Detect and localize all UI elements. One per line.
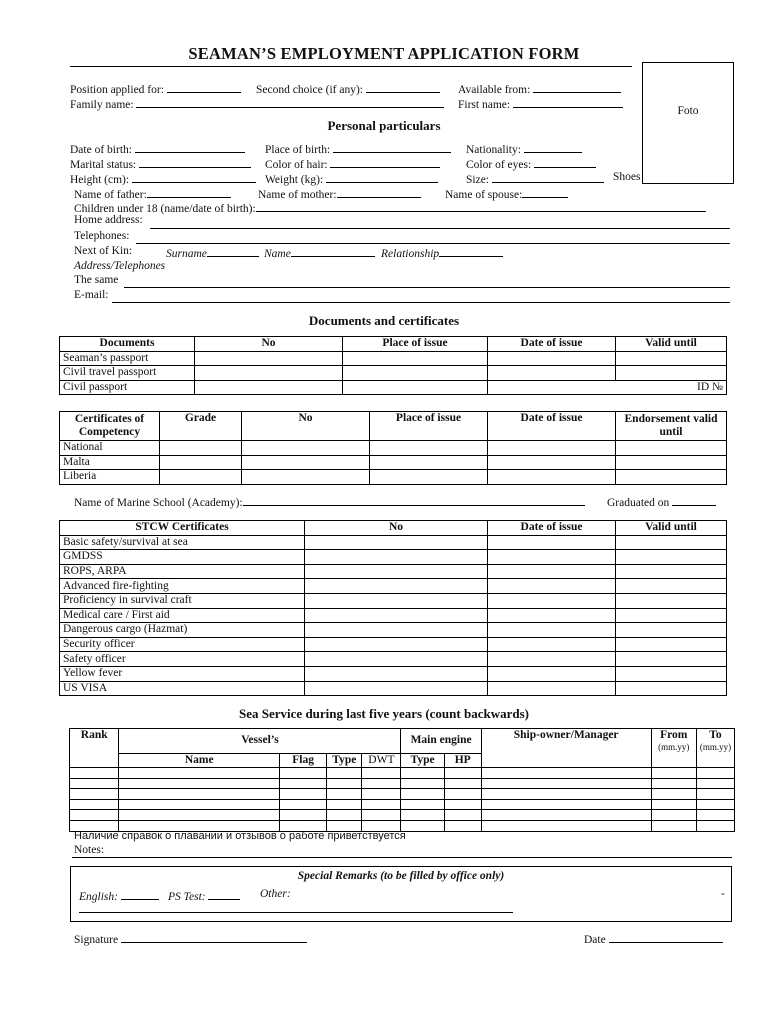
- doc-name: Civil passport: [60, 380, 195, 395]
- stcw-cert-name: GMDSS: [60, 550, 305, 565]
- table-cell[interactable]: [305, 681, 488, 696]
- table-cell[interactable]: [696, 789, 734, 800]
- position-field[interactable]: [70, 81, 241, 96]
- home-address-label: Home address:: [74, 214, 143, 226]
- table-cell[interactable]: [488, 666, 616, 681]
- sea-from-format: (mm.yy): [658, 742, 690, 752]
- table-cell[interactable]: [481, 768, 651, 779]
- marital-field[interactable]: [70, 156, 251, 171]
- table-row: [60, 380, 727, 395]
- kin-name-label: Name: [264, 248, 291, 260]
- next-of-kin-label: Next of Kin:: [74, 245, 133, 257]
- position-label: Position applied for:: [70, 84, 164, 96]
- table-cell[interactable]: [401, 799, 444, 810]
- notes-label: Notes:: [74, 844, 105, 856]
- table-cell[interactable]: [651, 789, 696, 800]
- sea-header-hp: HP: [444, 753, 481, 768]
- table-cell[interactable]: [481, 799, 651, 810]
- pstest-label: PS Test:: [168, 891, 206, 903]
- table-cell[interactable]: [362, 768, 401, 779]
- doc-header: Documents: [60, 337, 195, 352]
- table-row: [60, 608, 727, 623]
- sea-service-table: [69, 728, 735, 832]
- sea-header-dwt: DWT: [362, 753, 401, 768]
- coc-header: Endorsement valid until: [616, 412, 727, 441]
- table-cell[interactable]: [651, 810, 696, 821]
- stcw-cert-name: Medical care / First aid: [60, 608, 305, 623]
- email-field[interactable]: [74, 289, 109, 301]
- table-cell[interactable]: [327, 789, 362, 800]
- table-cell[interactable]: [279, 799, 326, 810]
- table-row: [70, 778, 735, 789]
- stcw-header: No: [305, 521, 488, 536]
- weight-field[interactable]: [265, 171, 438, 186]
- second-choice-field[interactable]: [256, 81, 440, 96]
- sea-header-engine-type: Type: [401, 753, 444, 768]
- dob-label: Date of birth:: [70, 144, 132, 156]
- table-cell[interactable]: [481, 778, 651, 789]
- table-cell[interactable]: [488, 681, 616, 696]
- documents-heading: Documents and certificates: [308, 313, 460, 328]
- table-cell[interactable]: [305, 579, 488, 594]
- stcw-cert-name: ROPS, ARPA: [60, 564, 305, 579]
- table-cell[interactable]: [616, 593, 727, 608]
- table-cell[interactable]: [279, 810, 326, 821]
- shoes-label: Shoes: [613, 171, 641, 183]
- table-cell[interactable]: [327, 799, 362, 810]
- table-cell[interactable]: [119, 810, 280, 821]
- table-cell[interactable]: [401, 789, 444, 800]
- nationality-label: Nationality:: [466, 144, 521, 156]
- sea-header-rank: Rank: [70, 729, 119, 754]
- table-cell[interactable]: [305, 652, 488, 667]
- notes-line: [72, 857, 732, 858]
- table-cell[interactable]: [616, 535, 727, 550]
- table-row: [60, 623, 727, 638]
- table-cell[interactable]: [362, 810, 401, 821]
- doc-name: Civil travel passport: [60, 366, 195, 381]
- table-row: [60, 470, 727, 485]
- table-cell[interactable]: [481, 810, 651, 821]
- table-cell[interactable]: [305, 608, 488, 623]
- sea-header-type: Type: [327, 753, 362, 768]
- hair-field[interactable]: [265, 156, 440, 171]
- table-cell[interactable]: [651, 799, 696, 810]
- table-cell[interactable]: [616, 550, 727, 565]
- dob-field[interactable]: [70, 141, 245, 156]
- date-label: Date: [584, 934, 606, 946]
- coc-header: Place of issue: [370, 412, 488, 441]
- weight-label: Weight (kg):: [265, 174, 324, 186]
- father-field[interactable]: [74, 186, 231, 201]
- hair-label: Color of hair:: [265, 159, 328, 171]
- table-cell[interactable]: [488, 637, 616, 652]
- table-row: [70, 768, 735, 779]
- table-cell[interactable]: [119, 778, 280, 789]
- remarks-dash: -: [721, 888, 725, 900]
- table-cell[interactable]: [305, 637, 488, 652]
- same-field[interactable]: [74, 274, 118, 286]
- table-row: [60, 550, 727, 565]
- sea-header-main-engine: Main engine: [401, 729, 481, 754]
- height-label: Height (cm):: [70, 174, 130, 186]
- table-cell[interactable]: [362, 778, 401, 789]
- table-cell[interactable]: [616, 564, 727, 579]
- stcw-cert-name: Basic safety/survival at sea: [60, 535, 305, 550]
- spouse-field[interactable]: [445, 186, 568, 201]
- table-cell[interactable]: [305, 564, 488, 579]
- telephones-field[interactable]: [74, 230, 129, 242]
- table-cell[interactable]: [305, 593, 488, 608]
- telephones-label: Telephones:: [74, 230, 130, 242]
- table-row: [60, 637, 727, 652]
- family-name-field[interactable]: [70, 96, 444, 111]
- table-row: [60, 593, 727, 608]
- table-row: [60, 681, 727, 696]
- table-cell[interactable]: [305, 535, 488, 550]
- table-row: [60, 366, 727, 381]
- marine-school-field[interactable]: [74, 494, 585, 509]
- kin-relationship-field[interactable]: [381, 245, 503, 260]
- table-cell[interactable]: [327, 778, 362, 789]
- stcw-table: [59, 520, 727, 696]
- table-cell[interactable]: [488, 535, 616, 550]
- graduated-label: Graduated on: [607, 497, 670, 509]
- kin-surname-label: Surname: [166, 248, 207, 260]
- photo-label: Foto: [677, 105, 699, 117]
- coc-name: Liberia: [60, 470, 160, 485]
- stcw-cert-name: Yellow fever: [60, 666, 305, 681]
- date-field[interactable]: [584, 931, 723, 946]
- stcw-cert-name: Dangerous cargo (Hazmat): [60, 623, 305, 638]
- table-cell[interactable]: [616, 681, 727, 696]
- kin-address-label: Address/Telephones: [74, 260, 166, 272]
- sea-to-label: To: [709, 729, 722, 741]
- doc-header: Place of issue: [343, 337, 488, 352]
- table-cell[interactable]: [401, 778, 444, 789]
- pstest-field[interactable]: [168, 888, 240, 903]
- doc-header: Valid until: [616, 337, 727, 352]
- kin-surname-field[interactable]: [166, 245, 259, 260]
- marital-label: Marital status:: [70, 159, 137, 171]
- father-label: Name of father:: [74, 189, 147, 201]
- table-cell[interactable]: [401, 768, 444, 779]
- table-cell[interactable]: [481, 821, 651, 832]
- personal-heading: Personal particulars: [327, 118, 441, 133]
- kin-name-field[interactable]: [264, 245, 375, 260]
- sea-header-from: [651, 729, 696, 754]
- table-cell[interactable]: [616, 579, 727, 594]
- table-cell[interactable]: [119, 768, 280, 779]
- marine-school-label: Name of Marine School (Academy):: [74, 497, 243, 509]
- table-cell[interactable]: [305, 666, 488, 681]
- table-cell[interactable]: [696, 821, 734, 832]
- english-label: English:: [79, 891, 118, 903]
- table-cell[interactable]: [327, 768, 362, 779]
- table-cell[interactable]: [651, 778, 696, 789]
- mother-label: Name of mother:: [258, 189, 337, 201]
- stcw-cert-name: Advanced fire-fighting: [60, 579, 305, 594]
- sea-header-owner: Ship-owner/Manager: [481, 729, 651, 754]
- table-row: [60, 455, 727, 470]
- sea-header-vessels: Vessel’s: [119, 729, 401, 754]
- sea-to-format: (mm.yy): [699, 742, 732, 752]
- signature-label: Signature: [74, 934, 119, 946]
- size-field[interactable]: [466, 171, 604, 186]
- stcw-cert-name: Safety officer: [60, 652, 305, 667]
- table-cell[interactable]: [70, 789, 119, 800]
- second-choice-label: Second choice (if any):: [256, 84, 363, 96]
- table-cell[interactable]: [488, 564, 616, 579]
- table-cell[interactable]: [362, 799, 401, 810]
- table-row: [70, 810, 735, 821]
- email-label: E-mail:: [74, 289, 109, 301]
- stcw-header: Valid until: [616, 521, 727, 536]
- first-name-label: First name:: [458, 99, 511, 111]
- english-field[interactable]: [79, 888, 159, 903]
- table-row: [60, 351, 727, 366]
- children-field[interactable]: [74, 200, 706, 215]
- sea-from-label: From: [660, 729, 688, 741]
- table-cell[interactable]: [362, 789, 401, 800]
- table-cell[interactable]: [488, 550, 616, 565]
- table-cell[interactable]: [696, 778, 734, 789]
- graduated-field[interactable]: [607, 494, 716, 509]
- coc-header: Date of issue: [488, 412, 616, 441]
- stcw-cert-name: US VISA: [60, 681, 305, 696]
- sea-service-heading: Sea Service during last five years (count backwards): [239, 706, 529, 721]
- email-line: [112, 302, 730, 303]
- table-cell[interactable]: [696, 810, 734, 821]
- pob-label: Place of birth:: [265, 144, 331, 156]
- table-cell[interactable]: [401, 821, 444, 832]
- first-name-field[interactable]: [458, 96, 623, 111]
- table-cell[interactable]: [279, 789, 326, 800]
- table-cell[interactable]: [651, 821, 696, 832]
- coc-header: Certificates of Competency: [60, 412, 160, 441]
- table-cell[interactable]: [616, 623, 727, 638]
- table-row: [70, 799, 735, 810]
- table-row: [60, 441, 727, 456]
- same-label: The same: [74, 274, 119, 286]
- remarks-title: Special Remarks (to be filled by office only): [297, 870, 505, 882]
- table-cell[interactable]: [488, 593, 616, 608]
- stcw-cert-name: Security officer: [60, 637, 305, 652]
- table-cell[interactable]: [616, 637, 727, 652]
- table-cell[interactable]: [444, 768, 481, 779]
- table-cell[interactable]: [305, 550, 488, 565]
- table-cell[interactable]: [444, 789, 481, 800]
- doc-name: Seaman’s passport: [60, 351, 195, 366]
- doc-header: No: [195, 337, 343, 352]
- table-cell[interactable]: [444, 810, 481, 821]
- table-row: [60, 535, 727, 550]
- remarks-line: [79, 912, 513, 913]
- other-label: Other:: [260, 888, 291, 900]
- children-label: Children under 18 (name/date of birth):: [74, 203, 256, 215]
- home-address-line: [150, 228, 730, 229]
- table-row: [60, 579, 727, 594]
- table-cell[interactable]: [616, 608, 727, 623]
- documents-table: [59, 336, 727, 395]
- table-cell[interactable]: [651, 768, 696, 779]
- eyes-label: Color of eyes:: [466, 159, 532, 171]
- table-cell[interactable]: [616, 652, 727, 667]
- sea-header-name: Name: [119, 753, 280, 768]
- size-label: Size:: [466, 174, 489, 186]
- russian-note: Наличие справок о плавании и отзывов о работе приветствуется: [74, 830, 406, 842]
- height-field[interactable]: [70, 171, 256, 186]
- stcw-header: Date of issue: [488, 521, 616, 536]
- table-row: [60, 666, 727, 681]
- stcw-header: STCW Certificates: [60, 521, 305, 536]
- table-cell[interactable]: [481, 789, 651, 800]
- pob-field[interactable]: [265, 141, 451, 156]
- home-address-field[interactable]: [74, 214, 143, 226]
- table-row: [60, 564, 727, 579]
- table-row: [60, 652, 727, 667]
- table-cell[interactable]: [327, 810, 362, 821]
- available-field[interactable]: [458, 81, 621, 96]
- stcw-cert-name: Proficiency in survival craft: [60, 593, 305, 608]
- spouse-label: Name of spouse:: [445, 189, 523, 201]
- mother-field[interactable]: [258, 186, 421, 201]
- table-cell[interactable]: [70, 799, 119, 810]
- signature-field[interactable]: [74, 931, 307, 946]
- other-field[interactable]: [260, 888, 291, 900]
- title-underline: [70, 66, 632, 67]
- table-cell[interactable]: [488, 579, 616, 594]
- family-name-label: Family name:: [70, 99, 134, 111]
- eyes-field[interactable]: [466, 156, 596, 171]
- coc-name: National: [60, 441, 160, 456]
- table-cell[interactable]: [305, 623, 488, 638]
- table-cell[interactable]: [119, 799, 280, 810]
- table-cell[interactable]: [70, 778, 119, 789]
- table-cell[interactable]: [119, 789, 280, 800]
- table-cell[interactable]: [279, 778, 326, 789]
- coc-header: Grade: [160, 412, 242, 441]
- table-cell[interactable]: [696, 768, 734, 779]
- table-cell[interactable]: [70, 768, 119, 779]
- coc-header: No: [242, 412, 370, 441]
- coc-name: Malta: [60, 455, 160, 470]
- same-line: [124, 287, 730, 288]
- table-cell[interactable]: [401, 810, 444, 821]
- table-cell[interactable]: [444, 799, 481, 810]
- table-cell[interactable]: [70, 810, 119, 821]
- sea-header-flag: Flag: [279, 753, 326, 768]
- table-cell[interactable]: [488, 623, 616, 638]
- table-cell[interactable]: [488, 652, 616, 667]
- table-cell[interactable]: [444, 778, 481, 789]
- table-cell[interactable]: [696, 799, 734, 810]
- shoes-field[interactable]: [613, 171, 640, 183]
- table-row: [70, 789, 735, 800]
- notes-field[interactable]: [74, 844, 104, 856]
- form-title: SEAMAN’S EMPLOYMENT APPLICATION FORM: [188, 44, 580, 63]
- coc-table: [59, 411, 727, 485]
- table-cell[interactable]: [616, 666, 727, 681]
- table-cell[interactable]: [279, 768, 326, 779]
- table-cell[interactable]: [488, 608, 616, 623]
- id-label: ID №: [697, 381, 723, 394]
- telephones-line: [136, 243, 730, 244]
- sea-header-to: [696, 729, 734, 754]
- nationality-field[interactable]: [466, 141, 582, 156]
- available-label: Available from:: [458, 84, 531, 96]
- special-remarks-box: [70, 866, 732, 922]
- kin-relationship-label: Relationship: [381, 248, 440, 260]
- table-cell[interactable]: [444, 821, 481, 832]
- doc-header: Date of issue: [488, 337, 616, 352]
